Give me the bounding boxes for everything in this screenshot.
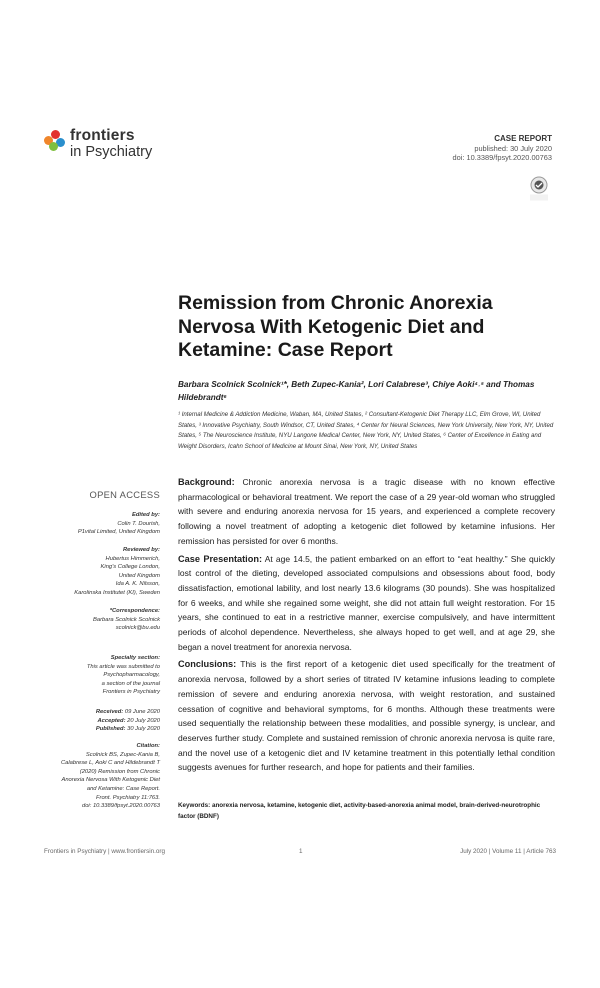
correspondence-name: Barbara Scolnick Scolnick <box>92 616 160 623</box>
article-type: CASE REPORT <box>494 134 552 143</box>
article-meta <box>453 134 552 163</box>
journal-logo-brand: frontiers <box>70 127 135 144</box>
check-for-updates-badge[interactable] <box>529 176 549 202</box>
citation-line: Calabrese L, Aoki C and Hildebrandt T <box>60 760 160 767</box>
citation-label: Citation: <box>136 743 160 749</box>
specialty-line: Psychopharmacology, <box>103 672 160 679</box>
abstract-background: Background: Chronic anorexia nervosa is a tragic disease with no known effective pharmacological or behavioral treatment. We report the case of a 29 year-old woman who struggled with severe and enduring anorexia nervosa for 15 years, and experienced a complete recovery following a novel treatment of adopting a ketogenic diet followed by ketamine infusions. Her remission has persisted for over 6 months. <box>178 477 555 546</box>
journal-logo-section: in Psychiatry <box>70 144 153 160</box>
history-dates <box>40 708 160 734</box>
received-date: Received: 09 June 2020 <box>95 709 160 715</box>
frontiers-logo-icon <box>44 130 66 152</box>
citation-line: doi: 10.3389/fpsyt.2020.00763 <box>81 803 160 810</box>
specialty-label: Specialty section: <box>110 655 160 661</box>
specialty-line: a section of the journal <box>101 680 160 687</box>
page-footer <box>44 848 556 855</box>
page-number: 1 <box>299 848 303 855</box>
specialty-section <box>40 654 160 697</box>
edited-by <box>40 511 160 537</box>
article-title: Remission from Chronic Anorexia Nervosa With Ketogenic Diet and Ketamine: Case Report <box>178 292 493 361</box>
published-date-side: Published: 30 July 2020 <box>95 726 160 733</box>
author-list: Barbara Scolnick Scolnick¹*, Beth Zupec-Kania², Lori Calabrese³, Chiye Aoki⁴˒⁵ and Thomas Hildebrandt⁶ <box>178 380 535 402</box>
citation-line: Front. Psychiatry 11:763. <box>95 794 160 801</box>
open-access-label: OPEN ACCESS <box>89 489 160 500</box>
correspondence <box>40 607 160 633</box>
footer-issue-info: July 2020 | Volume 11 | Article 763 <box>460 848 556 855</box>
edited-by-label: Edited by: <box>131 512 160 518</box>
reviewed-by <box>40 546 160 598</box>
citation <box>40 742 160 811</box>
affiliations: ¹ Internal Medicine & Addiction Medicine, Waban, MA, United States, ² Consultant-Ketogenic Diet Therapy LLC, Elm Grove, WI, United States, ³ Innovative Psychiatry, South Windsor, CT, United States, ⁴ Center for Neural Sciences, New York University, New York, NY, United States, ⁵ The Neuroscience Institute, NYU Langone Medical Center, New York, NY, United States, ⁶ Center of Excellence in Eating and Weight Disorders, Icahn School of Medicine at Mount Sinai, New York, NY, United States <box>178 411 554 450</box>
reviewer-line: King's College London, <box>100 564 160 571</box>
abstract-case-presentation: Case Presentation: At age 14.5, the patient embarked on an effort to “eat healthy.” She quickly lost control of the dieting, developed associated compulsions and obsessions about food, body dissatisfaction, emotional lability, and lost nearly 13.6 kilograms (30 pounds). She was hospitalized for 6 weeks, and while she regained some weight, she did not attain full weight restoration. For 15 years, she continued to eat in a restrictive manner, exercise compulsively, and have intermittent periods of alcohol dependence. Nevertheless, she always hoped to get well, and at age 29, she began a novel treatment for anorexia nervosa. <box>178 553 555 652</box>
journal-logo <box>44 128 152 160</box>
abstract-conclusions: Conclusions: This is the first report of a ketogenic diet used specifically for the treatment of anorexia nervosa, followed by a short series of titrated IV ketamine infusions leading to complete remission of severe and enduring anorexia nervosa, with weight restoration, and sustained cessation of cognitive and behavioral symptoms, for 6 months. Although these treatments were used sequentially the relationship between these modalities, and possible synergy, is unclear, and deserves further study. Complete and sustained remission of chronic anorexia nervosa is quite rare, and the novel use of a ketogenic diet and IV ketamine treatment in this potentially lethal condition suggests avenues for further research, and hope for patients and their families. <box>178 659 555 773</box>
specialty-line: This article was submitted to <box>86 663 160 670</box>
crossmark-icon <box>529 176 549 202</box>
citation-line: (2020) Remission from Chronic <box>79 768 160 775</box>
reviewer-line: Hubertus Himmerich, <box>105 555 160 562</box>
keywords: Keywords: anorexia nervosa, ketamine, ketogenic diet, activity-based-anorexia animal model, brain-derived-neurotrophic factor (BDNF) <box>178 802 541 820</box>
reviewer-line: Karolinska Institutet (KI), Sweden <box>74 589 160 596</box>
correspondence-email[interactable]: scolnick@bu.edu <box>115 625 160 632</box>
reviewed-by-label: Reviewed by: <box>122 547 160 553</box>
editor-name: Colin T. Dourish, <box>117 520 160 527</box>
citation-line: Scolnick BS, Zupec-Kania B, <box>85 751 160 758</box>
correspondence-label: *Correspondence: <box>109 608 160 614</box>
reviewer-line: Ida A. K. Nilsson, <box>115 581 160 588</box>
footer-journal-link[interactable]: Frontiers in Psychiatry | www.frontiersin.org <box>44 848 165 855</box>
reviewer-line: United Kingdom <box>118 572 160 579</box>
accepted-date: Accepted: 20 July 2020 <box>97 717 160 724</box>
citation-line: Anorexia Nervosa With Ketogenic Diet <box>61 777 160 784</box>
citation-line: and Ketamine: Case Report. <box>86 785 160 792</box>
specialty-line: Frontiers in Psychiatry <box>102 689 160 696</box>
editor-affiliation: P1vital Limited, United Kingdom <box>77 529 160 536</box>
doi: doi: 10.3389/fpsyt.2020.00763 <box>452 153 552 162</box>
published-date: published: 30 July 2020 <box>474 143 552 153</box>
abstract <box>178 475 555 778</box>
